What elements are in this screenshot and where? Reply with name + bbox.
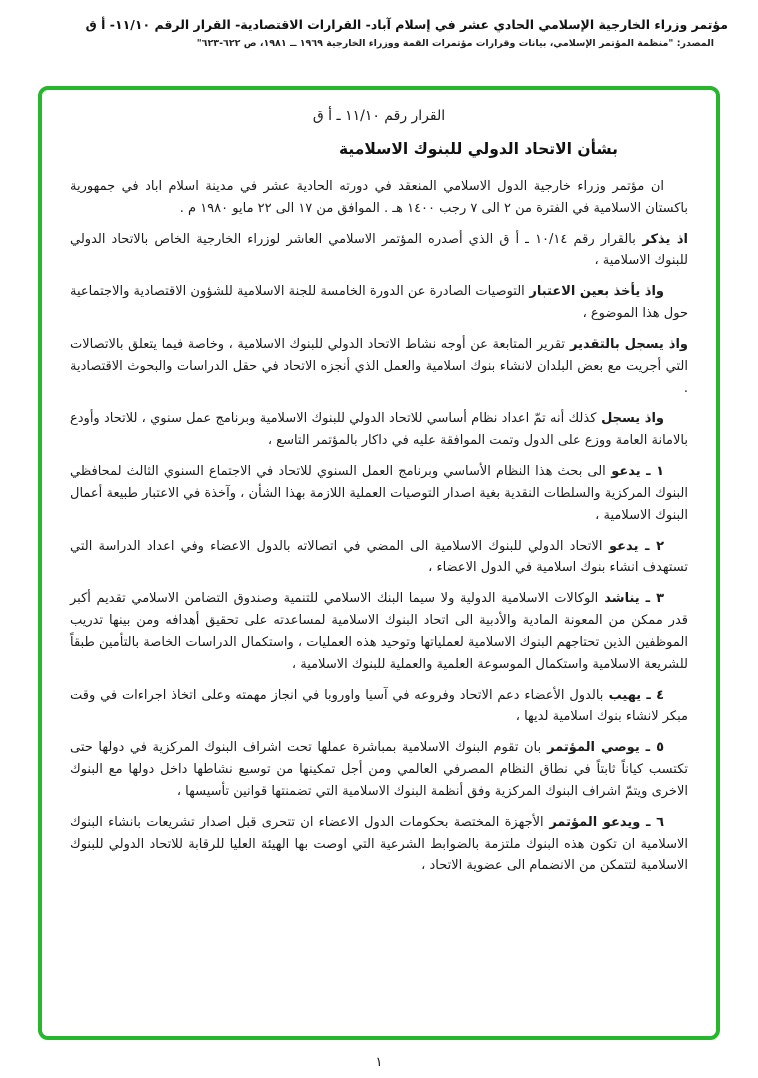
paragraph-text: كذلك أنه تمّ اعداد نظام أساسي للاتحاد الدولي للبنوك الاسلامية وبرنامج عمل سنوي ، للاتحاد وأودع بالامانة العامة ووزع على الدول وتمت الموافقة عليه في داكار بالمؤتمر التاسع ، — [70, 411, 688, 449]
paragraph-text: بالدول الأعضاء دعم الاتحاد وفروعه في آسيا واوروبا في انجاز مهمته وعلى اتخاذ اجراءات في وقت مبكر لانشاء بنوك اسلامية لديها ، — [70, 687, 688, 725]
paragraph-lead: ٦ ـ ويدعو المؤتمر — [549, 814, 664, 830]
paragraph-text: ان مؤتمر وزراء خارجية الدول الاسلامي المنعقد في دورته الحادية عشر في مدينة اسلام اباد في جمهورية باكستان الاسلامية في الفترة من ٢ الى ٧ رجب ١٤٠٠ هـ . الموافق من ١٧ الى ٢٢ مايو ١٩٨٠ م . — [70, 179, 688, 216]
body-paragraph — [70, 685, 688, 729]
green-border-frame — [38, 86, 720, 1040]
paragraph-text: بان تقوم البنوك الاسلامية بمباشرة عملها تحت اشراف البنوك المركزية في دولها حتى تكتسب كياناً ثابتاً في نطاق النظام المصرفي العالمي ومن أجل تمكينها من توسيع نشاطها داخل دولها مع البنوك الاخرى ويتمّ اشراف البنوك المركزية وفق أنظمة البنوك الاسلامية التي تضمنتها قوانين تأسيسها ، — [70, 740, 688, 799]
paragraph-lead: ١ ـ يدعو — [611, 464, 664, 480]
paragraph-lead: واذ يسجل — [601, 411, 664, 427]
body-paragraph — [70, 536, 688, 580]
body-paragraph — [70, 812, 688, 877]
paragraph-lead: ٣ ـ يناشد — [604, 591, 665, 607]
paragraph-lead: واذ يسجل بالتقدير — [569, 336, 688, 352]
paragraph-text: بالقرار رقم ١٠/١٤ ـ أ ق الذي أصدره المؤتمر الاسلامي العاشر لوزراء الخارجية الخاص بالاتحاد الدولي للبنوك الاسلامية ، — [70, 231, 688, 269]
paragraph-lead: ٢ ـ يدعو — [609, 538, 664, 554]
paragraph-text: تقرير المتابعة عن أوجه نشاط الاتحاد الدولي للبنوك الاسلامية ، وخاصة فيما يتعلق بالاتصالات التي أجريت مع بعض البلدان لانشاء بنوك اسلامية والعمل الذي أنجزه الاتحاد في حقل الدراسات والبحوث الاقتصادية . — [70, 336, 688, 396]
resolution-number-heading: القرار رقم ١١/١٠ ـ أ ق — [312, 108, 446, 124]
page-number: ١ — [375, 1055, 383, 1070]
header-source-line: المصدر: "منظمة المؤتمر الإسلامي، بيانات وقرارات مؤتمرات القمة ووزراء الخارجية ١٩٦٩ ــ ١٩٨١، ص ٦٢٢-٦٢٣" — [196, 37, 714, 49]
body-paragraph — [70, 229, 688, 273]
body-paragraph — [70, 737, 688, 802]
body-paragraph — [70, 334, 688, 399]
document-header — [0, 0, 758, 49]
body-paragraph — [70, 408, 688, 452]
body-paragraph — [70, 281, 688, 325]
paragraph-text: الى بحث هذا النظام الأساسي وبرنامج العمل السنوي للاتحاد في الاجتماع السنوي الثالث لمحافظي البنوك المركزية والسلطات النقدية بغية اصدار التوصيات العملية اللازمة بهذا الشأن ، وآخذة في الاعتبار طبيعة أعمال البنوك الاسلامية ، — [70, 464, 688, 523]
body-paragraph — [70, 461, 688, 526]
paragraph-lead: ٥ ـ يوصي المؤتمر — [547, 740, 665, 756]
paragraph-text: الوكالات الاسلامية الدولية ولا سيما البنك الاسلامي للتنمية وصندوق التضامن الاسلامي تقديم أكبر قدر ممكن من المعونة المادية والأدبية الى اتحاد البنوك الاسلامية لمساعدته على تحقيق أهدافه ومن بينها تدريب الموظفين الذين تحتاجهم البنوك الاسلامية لعملياتها وتوحيد هذه العمليات ، واستكمال الدراسات الخاصة بالتأمين طبقاً للشريعة الاسلامية واستكمال الموسوعة العلمية والعملية للبنوك الاسلامية ، — [70, 591, 688, 672]
paragraph-lead: اذ يذكر — [642, 231, 688, 247]
paragraph-lead: ٤ ـ يهيب — [608, 687, 664, 703]
header-title: مؤتمر وزراء الخارجية الإسلامي الحادي عشر في إسلام آباد- القرارات الاقتصادية- القرار الرقم ١١/١٠- أ ق — [85, 17, 728, 32]
paragraph-text: الأجهزة المختصة بحكومات الدول الاعضاء ان تتحرى قبل اصدار تشريعات بانشاء البنوك الاسلامية ان تكون هذه البنوك ملتزمة بالضوابط الشرعية التي اوصت بها الهيئة العليا للرقابة للاتحاد الدولي للبنوك الاسلامية لتتمكن من الانضمام الى عضوية الاتحاد ، — [70, 814, 688, 874]
body-paragraph — [70, 176, 688, 220]
paragraph-lead: واذ يأخذ بعين الاعتبار — [529, 284, 665, 300]
resolution-subject-title: بشأن الاتحاد الدولي للبنوك الاسلامية — [339, 140, 618, 158]
paragraph-text: الاتحاد الدولي للبنوك الاسلامية الى المضي في اتصالاته بالدول الاعضاء وفي اعداد الدراسة التي تستهدف انشاء بنوك اسلامية في الدول الاعضاء ، — [70, 538, 688, 576]
body-paragraph — [70, 588, 688, 675]
document-body — [70, 176, 688, 877]
paragraph-text: التوصيات الصادرة عن الدورة الخامسة للجنة الاسلامية للشؤون الاقتصادية والاجتماعية حول هذا الموضوع ، — [70, 284, 688, 322]
